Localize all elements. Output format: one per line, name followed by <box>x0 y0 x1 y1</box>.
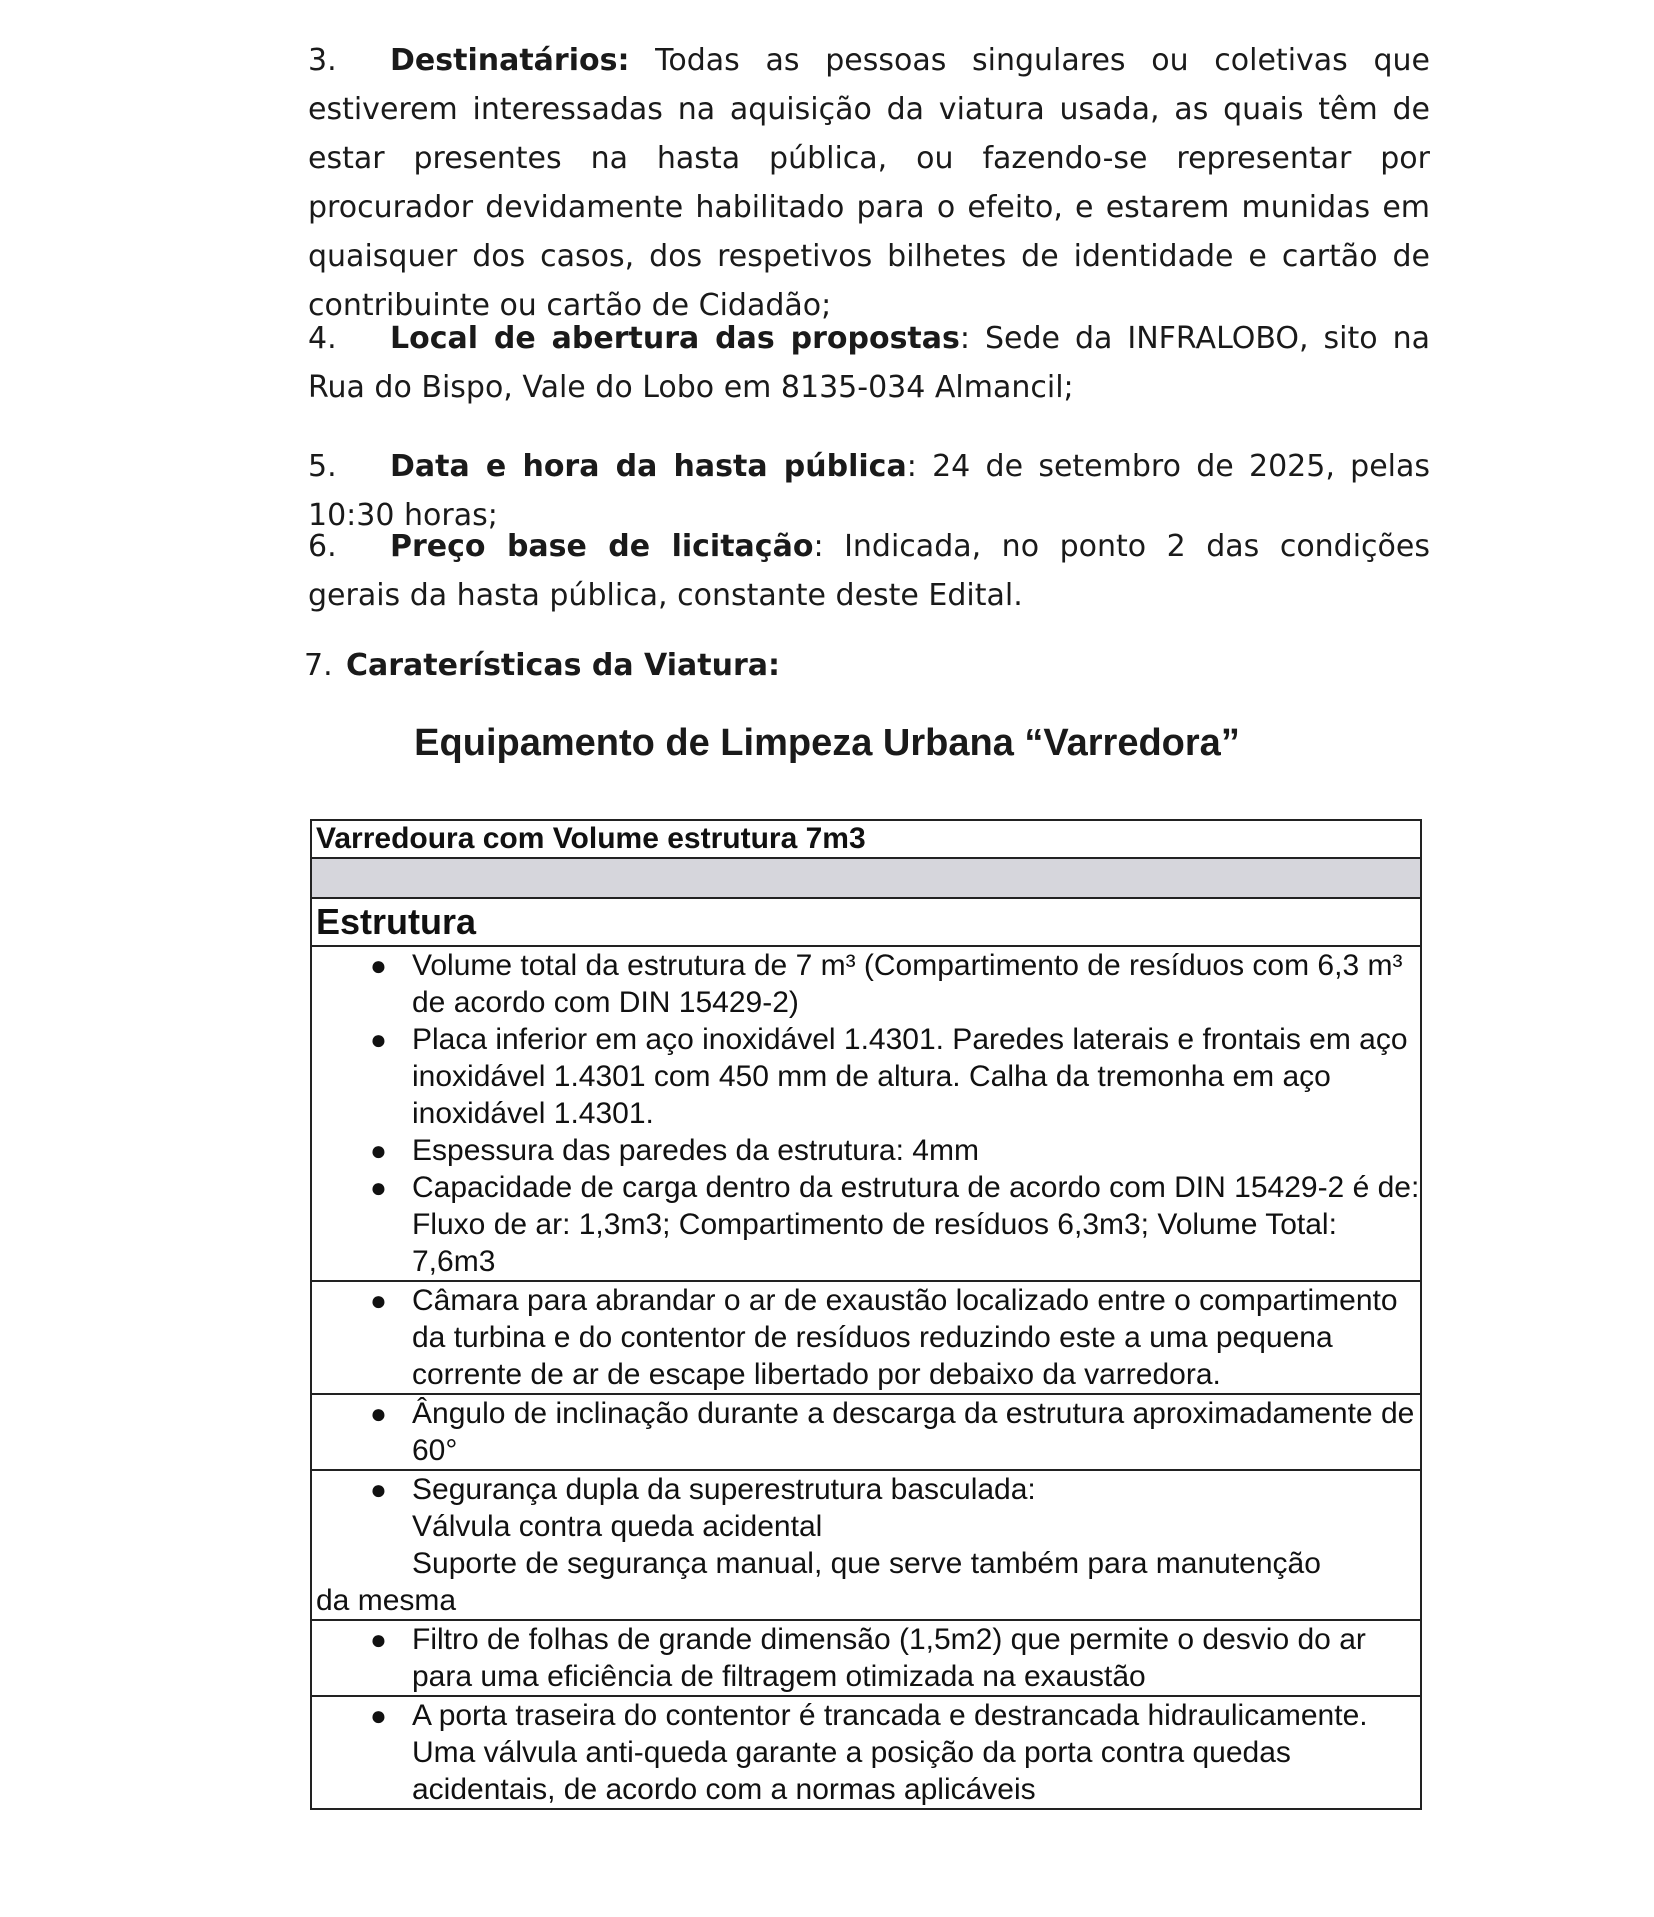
item-text: : 24 de setembro de 2025, pelas 10:30 horas; <box>308 449 1431 533</box>
bullet-icon: ● <box>370 1135 387 1166</box>
table-cell <box>311 1281 1421 1394</box>
table-shaded-row <box>311 858 1421 898</box>
list-item-text: Ângulo de inclinação durante a descarga da estrutura aproximadamente de 60° <box>412 1397 1415 1467</box>
list-item-text: Capacidade de carga dentro da estrutura de acordo com DIN 15429-2 é de: Fluxo de ar: 1,3m3; Compartimento de resíduos 6,3m3; Volume Total: 7,6m3 <box>412 1171 1420 1278</box>
table-cell <box>311 1394 1421 1470</box>
list-item-text: Espessura das paredes da estrutura: 4mm <box>412 1134 979 1167</box>
section-heading-7 <box>304 648 780 683</box>
table-cell <box>311 1696 1421 1809</box>
table-row <box>311 1470 1421 1620</box>
list-item <box>316 1132 1420 1169</box>
item-number: 6. <box>308 529 337 564</box>
paragraph-6 <box>308 522 1430 620</box>
paragraph-4 <box>308 314 1430 412</box>
list-item <box>316 1697 1420 1808</box>
item-text: : Sede da INFRALOBO, sito na Rua do Bispo, Vale do Lobo em 8135-034 Almancil; <box>308 321 1430 405</box>
bullet-icon: ● <box>370 1398 387 1429</box>
item-label: Data e hora da hasta pública <box>390 449 907 484</box>
bullet-icon: ● <box>370 1474 387 1505</box>
list-item <box>316 1621 1420 1695</box>
bullet-icon: ● <box>370 1172 387 1203</box>
table-header: Varredoura com Volume estrutura 7m3 <box>311 820 1421 858</box>
list-item-text: A porta traseira do contentor é trancada e destrancada hidraulicamente. Uma válvula anti-queda garante a posição da porta contra quedas acidentais, de acordo com a normas aplicáveis <box>412 1699 1368 1806</box>
list-item-text: Filtro de folhas de grande dimensão (1,5m2) que permite o desvio do ar para uma eficiência de filtragem otimizada na exaustão <box>412 1623 1366 1693</box>
specifications-table <box>310 819 1422 1810</box>
table-row <box>311 1394 1421 1470</box>
bullet-icon: ● <box>370 950 387 981</box>
table-section-row <box>311 898 1421 946</box>
item-number: 5. <box>308 449 337 484</box>
table-row <box>311 946 1421 1281</box>
table-header-row <box>311 820 1421 858</box>
list-item <box>316 947 1420 1021</box>
item-label: Preço base de licitação <box>390 529 814 564</box>
paragraph-3 <box>308 36 1430 330</box>
table-cell <box>311 946 1421 1281</box>
bullet-icon: ● <box>370 1024 387 1055</box>
item-number: 3. <box>308 43 337 78</box>
list-item-text: Volume total da estrutura de 7 m³ (Compartimento de resíduos com 6,3 m³ de acordo com DIN 15429-2) <box>412 949 1403 1019</box>
table-cell <box>311 1620 1421 1696</box>
list-item <box>316 1021 1420 1132</box>
item-label: Local de abertura das propostas <box>390 321 960 356</box>
list-item-text: Válvula contra queda acidental <box>412 1510 823 1543</box>
item-label: Destinatários: <box>390 43 630 78</box>
list-item-text: da mesma <box>316 1584 457 1617</box>
list-item <box>316 1282 1420 1393</box>
list-item-text: Câmara para abrandar o ar de exaustão localizado entre o compartimento da turbina e do contentor de resíduos reduzindo este a uma pequena corrente de ar de escape libertado por debaixo da varredora. <box>412 1284 1398 1391</box>
table-row <box>311 1281 1421 1394</box>
list-item-text: Suporte de segurança manual, que serve também para manutenção <box>412 1547 1321 1580</box>
list-item-text: Segurança dupla da superestrutura basculada: <box>412 1473 1036 1506</box>
list-item <box>316 1471 1420 1619</box>
item-text: Todas as pessoas singulares ou coletivas que estiverem interessadas na aquisição da viatura usada, as quais têm de estar presentes na hasta pública, ou fazendo-se representar por procurador devidamente habilitado para o efeito, e estarem munidas em quaisquer dos casos, dos respetivos bilhetes de identidade e cartão de contribuinte ou cartão de Cidadão; <box>308 43 1430 323</box>
table-row <box>311 1696 1421 1809</box>
item-text: : Indicada, no ponto 2 das condições gerais da hasta pública, constante deste Edital. <box>308 529 1430 613</box>
table-row <box>311 1620 1421 1696</box>
bullet-icon: ● <box>370 1285 387 1316</box>
bullet-icon: ● <box>370 1700 387 1731</box>
shaded-cell <box>311 858 1421 898</box>
bullet-icon: ● <box>370 1624 387 1655</box>
list-item <box>316 1395 1420 1469</box>
item-number: 7. <box>304 648 333 683</box>
item-number: 4. <box>308 321 337 356</box>
section-label: Caraterísticas da Viatura: <box>346 648 780 683</box>
section-title: Estrutura <box>311 898 1421 946</box>
list-item-text: Placa inferior em aço inoxidável 1.4301. Paredes laterais e frontais em aço inoxidável 1.4301 com 450 mm de altura. Calha da tremonha em aço inoxidável 1.4301. <box>412 1023 1408 1130</box>
list-item <box>316 1169 1420 1280</box>
table-cell <box>311 1470 1421 1620</box>
document-title: Equipamento de Limpeza Urbana “Varredora” <box>414 722 1240 764</box>
